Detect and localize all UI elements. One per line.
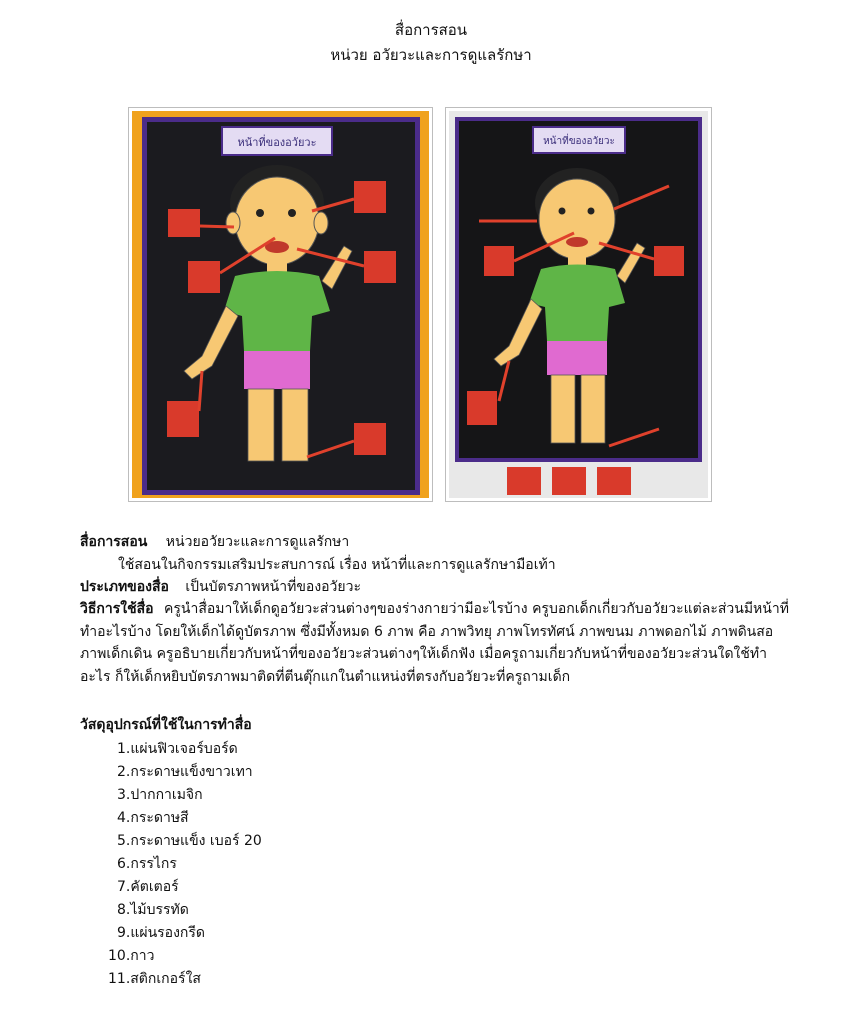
material-item: 7.คัตเตอร์ [117, 879, 179, 895]
material-item: 6.กรรไกร [117, 856, 177, 872]
usage-line: ใช้สอนในกิจกรรมเสริมประสบการณ์ เรื่อง หน้าที่และการดูแลรักษามือเท้า [118, 557, 556, 573]
material-item: 10.กาว [108, 948, 155, 964]
type-value: เป็นบัตรภาพหน้าที่ของอวัยวะ [185, 579, 362, 595]
material-item: 8.ไม้บรรทัด [117, 902, 189, 918]
type-line [80, 576, 361, 598]
teaching-media-photo-1 [128, 107, 433, 502]
page-subtitle: หน่วย อวัยวะและการดูแลรักษา [330, 46, 532, 64]
material-item: 11.สติกเกอร์ใส [108, 971, 201, 987]
media-label: สื่อการสอน [80, 534, 148, 550]
material-item: 2.กระดาษแข็งขาวเทา [117, 764, 253, 780]
page-title: สื่อการสอน [394, 21, 468, 39]
method-paragraph [80, 598, 792, 688]
board-illustration-2 [449, 111, 708, 498]
type-label: ประเภทของสื่อ [80, 579, 169, 595]
media-value: หน่วยอวัยวะและการดูแลรักษา [165, 534, 350, 550]
method-label: วิธีการใช้สื่อ [80, 601, 154, 617]
teaching-media-photo-2 [445, 107, 712, 502]
board-label-2: หน้าที่ของอวัยวะ [543, 136, 615, 147]
materials-heading: วัสดุอุปกรณ์ที่ใช้ในการทำสื่อ [80, 717, 252, 733]
material-item: 9.แผ่นรองกรีด [117, 925, 206, 941]
material-item: 3.ปากกาเมจิก [117, 787, 203, 803]
board-label-1: หน้าที่ของอวัยวะ [237, 136, 317, 149]
material-item: 5.กระดาษแข็ง เบอร์ 20 [117, 833, 262, 849]
media-line [80, 531, 349, 553]
material-item: 4.กระดาษสี [117, 810, 189, 826]
method-text: ครูนำสื่อมาให้เด็กดูอวัยวะส่วนต่างๆของร่างกายว่ามีอะไรบ้าง ครูบอกเด็กเกี่ยวกับอวัยวะแต่ละส่วนมีหน้าที่ทำอะไรบ้าง โดยให้เด็กได้ดูบัตรภาพ ซึ่งมีทั้งหมด 6 ภาพ คือ ภาพวิทยุ ภาพโทรทัศน์ ภาพขนม ภาพดอกไม้ ภาพดินสอ ภาพเด็กเดิน ครูอธิบายเกี่ยวกับหน้าที่ของอวัยวะส่วนต่างๆให้เด็กฟัง เมื่อครูถามเกี่ยวกับหน้าที่ของอวัยวะส่วนใดใช้ทำอะไร ก็ให้เด็กหยิบบัตรภาพมาติดที่ตีนตุ๊กแกในตำแหน่งที่ตรงกับอวัยวะที่ครูถามเด็ก [80, 601, 789, 685]
material-item: 1.แผ่นฟิวเจอร์บอร์ด [117, 741, 238, 757]
board-illustration-1 [132, 111, 429, 498]
